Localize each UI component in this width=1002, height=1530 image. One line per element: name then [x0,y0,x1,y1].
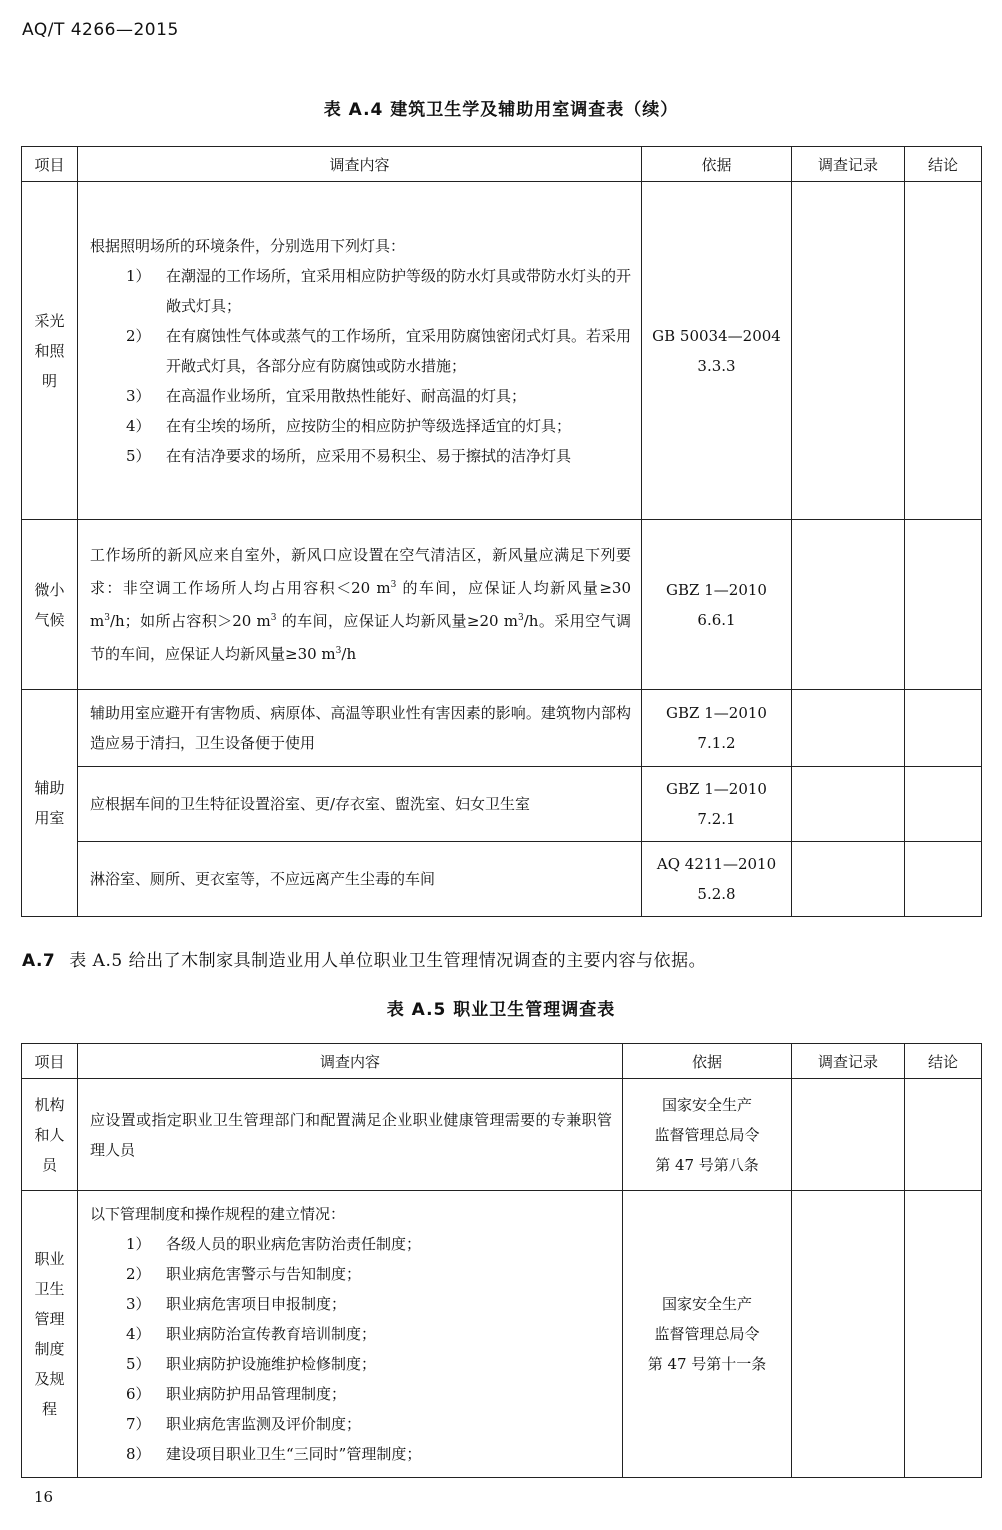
list-item: 4） 在有尘埃的场所，应按防尘的相应防护等级选择适宜的灯具； [126,416,572,435]
list-item: 3） 职业病危害项目申报制度； [126,1295,347,1313]
content-cell [78,1191,623,1478]
conclusion-cell[interactable] [905,1079,982,1191]
item-cell: 微小 气候 [22,520,78,690]
basis-cell: GBZ 1—2010 7.1.2 [642,690,792,767]
content-cell: 应设置或指定职业卫生管理部门和配置满足企业职业健康管理需要的专兼职管理人员 [78,1079,623,1191]
content-cell: 应根据车间的卫生特征设置浴室、更/存衣室、盥洗室、妇女卫生室 [78,767,642,842]
table-row [22,767,982,842]
list-item: 5） 职业病防护设施维护检修制度； [126,1355,377,1373]
record-cell[interactable] [792,690,905,767]
list-item: 8） 建设项目职业卫生“三同时”管理制度； [126,1445,422,1463]
record-cell[interactable] [792,767,905,842]
section-number: A.7 [22,951,56,971]
section-paragraph [22,946,706,971]
page-number: 16 [34,1488,54,1506]
content-cell: 辅助用室应避开有害物质、病原体、高温等职业性有害因素的影响。建筑物内部构造应易于清扫，卫生设备便于使用 [78,690,642,767]
basis-cell: GBZ 1—2010 7.2.1 [642,767,792,842]
content-cell: 淋浴室、厕所、更衣室等，不应远离产生尘毒的车间 [78,842,642,917]
list-item: 3） 在高温作业场所，宜采用散热性能好、耐高温的灯具； [126,386,527,405]
col-header-basis: 依据 [623,1044,792,1079]
section-text: 表 A.5 给出了木制家具制造业用人单位职业卫生管理情况调查的主要内容与依据。 [69,951,707,971]
list-item: 2） 在有腐蚀性气体或蒸气的工作场所，宜采用防腐蚀密闭式灯具。若采用开敞式灯具，各部分应有防腐蚀或防水措施； [126,326,632,375]
table-row [22,690,982,767]
content-cell: 工作场所的新风应来自室外，新风口应设置在空气清洁区，新风量应满足下列要求：非空调工作场所人均占用容积＜20 $m^3$ 的车间，应保证人均新风量≥30 $m^3/h$；如所占容积＞20 $m^3$ 的车间，应保证人均新风量≥20 $m^3/h$。采用空气调节的车间，应保证人均新风量≥30 $m^3/h$ [78,520,642,690]
list-item: 6） 职业病防护用品管理制度； [126,1385,347,1403]
table-a4-caption: 表 A.4 建筑卫生学及辅助用室调查表（续） [323,100,679,120]
col-header-record: 调查记录 [792,1044,905,1079]
col-header-basis: 依据 [642,147,792,182]
conclusion-cell[interactable] [905,1191,982,1478]
list-item: 7） 职业病危害监测及评价制度； [126,1415,362,1433]
table-row [22,842,982,917]
record-cell[interactable] [792,1079,905,1191]
basis-cell: GB 50034—2004 3.3.3 [642,182,792,520]
col-header-item: 项目 [22,147,78,182]
list-item: 2） 职业病危害警示与告知制度； [126,1265,362,1283]
record-cell[interactable] [792,182,905,520]
basis-cell: 国家安全生产 监督管理总局令 第 47 号第八条 [623,1079,792,1191]
col-header-content: 调查内容 [78,1044,623,1079]
conclusion-cell[interactable] [905,520,982,690]
list-item: 5） 在有洁净要求的场所，应采用不易积尘、易于擦拭的洁净灯具 [126,446,572,465]
conclusion-cell[interactable] [905,182,982,520]
item-cell [22,182,78,520]
list-item: 1） 各级人员的职业病危害防治责任制度； [126,1235,422,1253]
basis-cell: AQ 4211—2010 5.2.8 [642,842,792,917]
table-a4 [21,146,982,917]
table-header-row [22,147,982,182]
item-cell: 职业 卫生 管理 制度 及规 程 [22,1191,78,1478]
item-text: 采光 [34,311,65,330]
basis-cell: GBZ 1—2010 6.6.1 [642,520,792,690]
standard-code: AQ/T 4266—2015 [22,20,179,40]
col-header-conclusion: 结论 [905,147,982,182]
col-header-record: 调查记录 [792,147,905,182]
record-cell[interactable] [792,1191,905,1478]
col-header-content: 调查内容 [78,147,642,182]
col-header-conclusion: 结论 [905,1044,982,1079]
record-cell[interactable] [792,842,905,917]
table-row [22,1191,982,1478]
content-cell [78,182,642,520]
col-header-item: 项目 [22,1044,78,1079]
list-item: 4） 职业病防治宣传教育培训制度； [126,1325,377,1343]
item-cell: 机构 和人 员 [22,1079,78,1191]
item-text: 和照 [34,341,65,360]
item-cell: 辅助 用室 [22,690,78,917]
conclusion-cell[interactable] [905,690,982,767]
content-intro: 根据照明场所的环境条件，分别选用下列灯具： [90,236,406,255]
table-row [22,182,982,520]
conclusion-cell[interactable] [905,842,982,917]
table-header-row [22,1044,982,1079]
basis-cell: 国家安全生产 监督管理总局令 第 47 号第十一条 [623,1191,792,1478]
content-intro: 以下管理制度和操作规程的建立情况： [90,1205,346,1223]
table-a5 [21,1043,982,1478]
table-row [22,520,982,690]
conclusion-cell[interactable] [905,767,982,842]
table-row [22,1079,982,1191]
list-item: 1） 在潮湿的工作场所，宜采用相应防护等级的防水灯具或带防水灯头的开敞式灯具； [126,266,632,315]
record-cell[interactable] [792,520,905,690]
table-a5-caption: 表 A.5 职业卫生管理调查表 [386,1000,616,1020]
item-text: 明 [41,371,57,390]
